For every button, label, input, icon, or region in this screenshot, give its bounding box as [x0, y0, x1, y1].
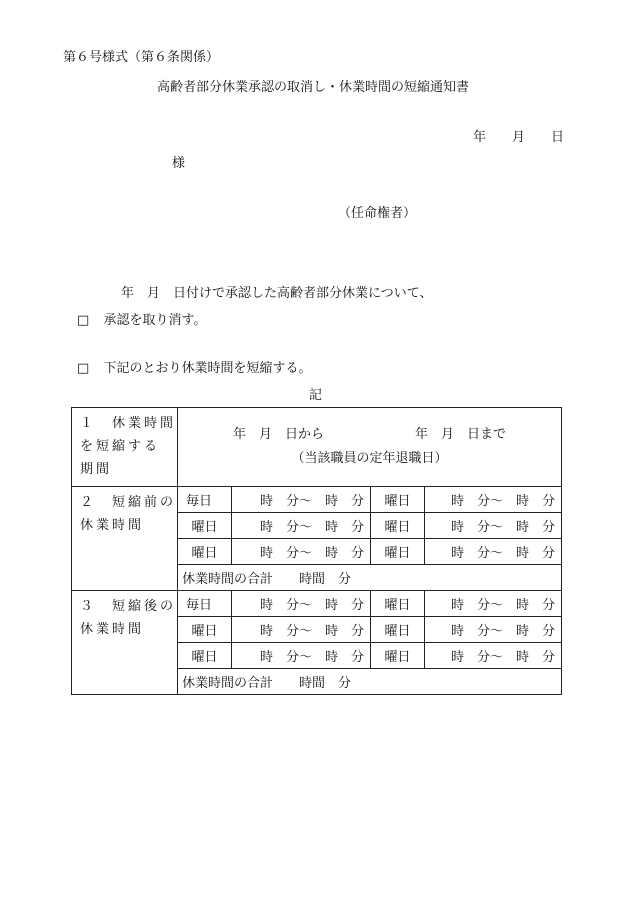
appointing-authority: （任命権者）: [338, 206, 417, 221]
day-cell[interactable]: 曜日: [178, 513, 232, 539]
time-cell[interactable]: 時 分〜 時 分: [425, 643, 562, 669]
day-cell[interactable]: 曜日: [371, 617, 425, 643]
day-cell[interactable]: 曜日: [178, 539, 232, 565]
day-cell[interactable]: 毎日: [178, 487, 232, 513]
time-cell[interactable]: 時 分〜 時 分: [232, 617, 371, 643]
day-cell[interactable]: 曜日: [178, 643, 232, 669]
document-title: 高齢者部分休業承認の取消し・休業時間の短縮通知書: [157, 80, 470, 95]
time-cell[interactable]: 時 分〜 時 分: [425, 513, 562, 539]
form-number: 第６号様式（第６条関係）: [63, 50, 220, 65]
day-cell[interactable]: 曜日: [178, 617, 232, 643]
cancel-option: [77, 313, 206, 329]
retirement-date-note: （当該職員の定年退職日）: [291, 451, 448, 466]
total-hours-after[interactable]: 休業時間の合計 時間 分: [178, 669, 562, 695]
ki-heading: 記: [309, 388, 323, 403]
cancel-option-label: 承認を取り消す。: [103, 313, 207, 328]
time-cell[interactable]: 時 分〜 時 分: [232, 539, 371, 565]
date-line: 年 月 日: [473, 130, 565, 145]
day-cell[interactable]: 曜日: [371, 487, 425, 513]
day-cell[interactable]: 曜日: [371, 539, 425, 565]
table-row: [72, 408, 562, 487]
day-cell[interactable]: 曜日: [371, 513, 425, 539]
period-label: １ 休業時間 を短縮する 期間: [72, 408, 178, 487]
day-cell[interactable]: 曜日: [371, 591, 425, 617]
time-cell[interactable]: 時 分〜 時 分: [232, 643, 371, 669]
day-cell[interactable]: 毎日: [178, 591, 232, 617]
time-cell[interactable]: 時 分〜 時 分: [232, 487, 371, 513]
time-cell[interactable]: 時 分〜 時 分: [425, 617, 562, 643]
leave-time-table: [71, 407, 562, 695]
day-cell[interactable]: 曜日: [371, 643, 425, 669]
period-range: 年 月 日から 年 月 日まで: [233, 427, 507, 442]
total-hours-before[interactable]: 休業時間の合計 時間 分: [178, 565, 562, 591]
time-cell[interactable]: 時 分〜 時 分: [425, 539, 562, 565]
shorten-option: [77, 361, 311, 377]
table-row: [72, 591, 562, 617]
checkbox-icon[interactable]: □: [77, 313, 90, 328]
time-cell[interactable]: 時 分〜 時 分: [425, 487, 562, 513]
time-cell[interactable]: 時 分〜 時 分: [232, 513, 371, 539]
time-cell[interactable]: 時 分〜 時 分: [425, 591, 562, 617]
after-label: ３ 短縮後の 休業時間: [72, 591, 178, 695]
addressee-suffix: 様: [172, 156, 186, 171]
table-row: [72, 487, 562, 513]
shorten-option-label: 下記のとおり休業時間を短縮する。: [103, 361, 312, 376]
time-cell[interactable]: 時 分〜 時 分: [232, 591, 371, 617]
before-label: ２ 短縮前の 休業時間: [72, 487, 178, 591]
period-cell[interactable]: [178, 408, 562, 487]
checkbox-icon[interactable]: □: [77, 361, 90, 376]
intro-text: 年 月 日付けで承認した高齢者部分休業について、: [121, 286, 433, 301]
